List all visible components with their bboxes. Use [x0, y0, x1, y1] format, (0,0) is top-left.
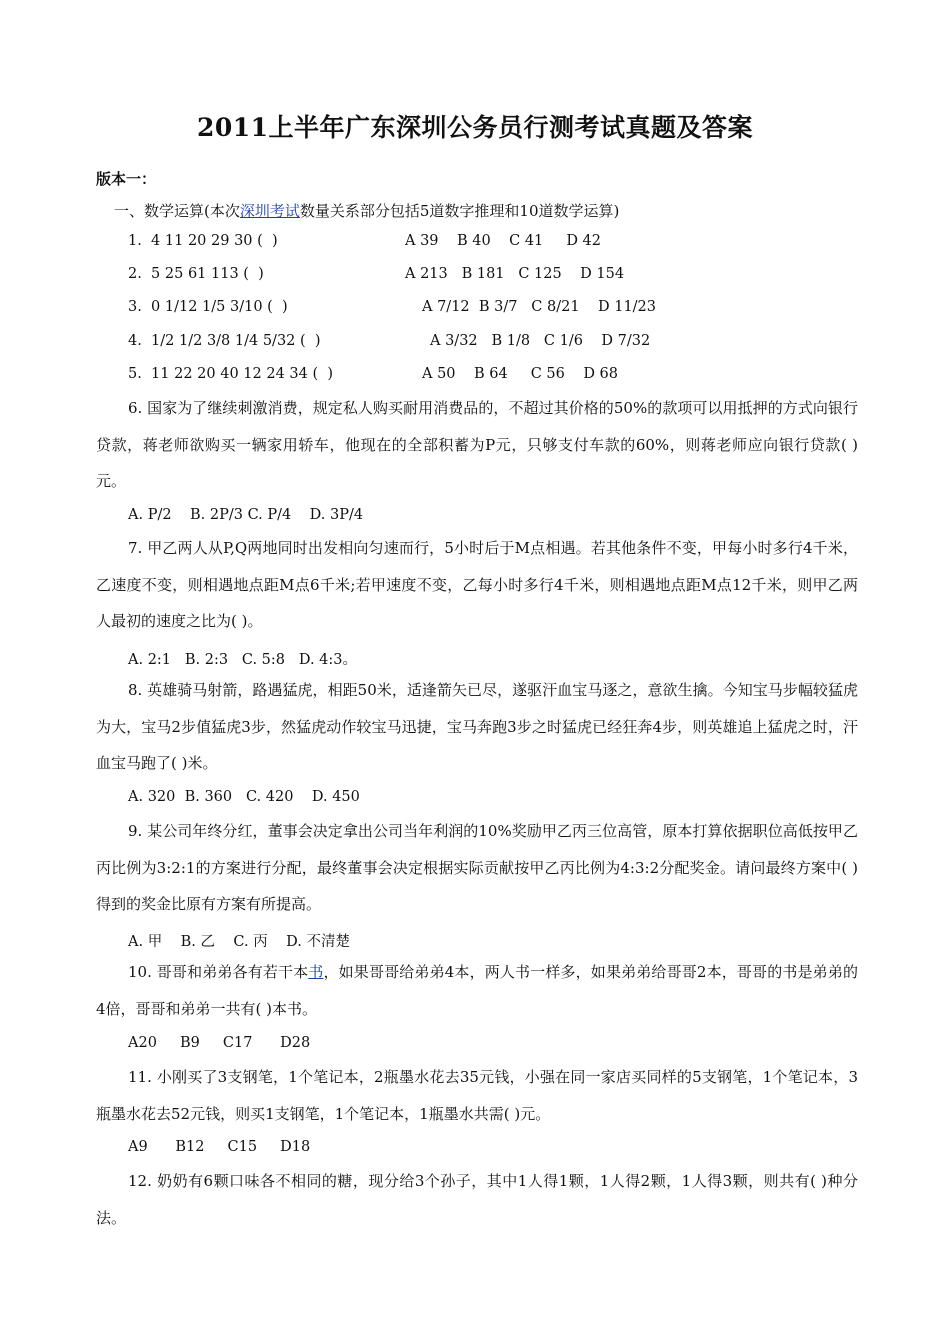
series-question-text: 4. 1/2 1/2 3/8 1/4 5/32 ( ) [128, 333, 321, 349]
series-options: A 3/32 B 1/8 C 1/6 D 7/32 [430, 333, 651, 349]
series-options: A 50 B 64 C 56 D 68 [422, 366, 619, 382]
series-question-text: 3. 0 1/12 1/5 3/10 ( ) [128, 299, 288, 315]
question-9: 9. 某公司年终分红，董事会决定拿出公司当年利润的10%奖励甲乙丙三位高管，原本打算依据职位高低按甲乙丙比例为3:2:1的方案进行分配，最终董事会决定根据实际贡献按甲乙丙比例为4:3:2分配奖金。请问最终方案中( )得到的奖金比原有方案有所提高。 [96, 822, 858, 913]
question-8-options: A. 320 B. 360 C. 420 D. 450 [128, 789, 360, 805]
series-question-4 [128, 333, 651, 349]
question-6: 6. 国家为了继续刺激消费，规定私人购买耐用消费品的，不超过其价格的50%的款项可以用抵押的方式向银行贷款，蒋老师欲购买一辆家用轿车，他现在的全部积蓄为P元，只够支付车款的60%，则蒋老师应向银行贷款( )元。 [96, 399, 858, 490]
series-question-text: 1. 4 11 20 29 30 ( ) [128, 233, 278, 249]
question-7: 7. 甲乙两人从P,Q两地同时出发相向匀速而行，5小时后于M点相遇。若其他条件不变，甲每小时多行4千米，乙速度不变，则相遇地点距M点6千米;若甲速度不变，乙每小时多行4千米，则相遇地点距M点12千米，则甲乙两人最初的速度之比为( )。 [96, 539, 858, 630]
series-question-3 [128, 299, 657, 315]
doc-title: 2011上半年广东深圳公务员行测考试真题及答案 [196, 113, 754, 142]
section-prefix: 一、数学运算(本次 [114, 202, 240, 220]
section-suffix: 数量关系部分包括5道数字推理和10道数学运算) [299, 202, 620, 220]
series-question-2 [128, 266, 625, 282]
series-question-1 [128, 233, 602, 249]
question-8: 8. 英雄骑马射箭，路遇猛虎，相距50米，适逢箭矢已尽，遂驱汗血宝马逐之，意欲生擒。今知宝马步幅较猛虎为大，宝马2步值猛虎3步，然猛虎动作较宝马迅捷，宝马奔跑3步之时猛虎已经狂奔4步，则英雄追上猛虎之时，汗血宝马跑了( )米。 [96, 681, 858, 772]
series-question-text: 2. 5 25 61 113 ( ) [128, 266, 264, 282]
shenzhen-exam-link[interactable]: 深圳考试 [239, 202, 300, 220]
question-10-options: A20 B9 C17 D28 [128, 1035, 311, 1051]
question-10-suffix: ，如果哥哥给弟弟4本，两人书一样多，如果弟弟给哥哥2本，哥哥的书是弟弟的4倍，哥哥和弟弟一共有( )本书。 [96, 963, 858, 1018]
section-heading [114, 200, 619, 221]
question-12: 12. 奶奶有6颗口味各不相同的糖，现分给3个孙子，其中1人得1颗，1人得2颗，1人得3颗，则共有( )种分法。 [96, 1172, 858, 1227]
version-label: 版本一： [96, 170, 157, 188]
question-11: 11. 小刚买了3支钢笔，1个笔记本，2瓶墨水花去35元钱，小强在同一家店买同样的5支钢笔，1个笔记本，3瓶墨水花去52元钱，则买1支钢笔，1个笔记本，1瓶墨水共需( )元。 [96, 1068, 858, 1123]
question-9-options: A. 甲 B. 乙 C. 丙 D. 不清楚 [128, 934, 350, 950]
series-options: A 39 B 40 C 41 D 42 [405, 233, 602, 249]
question-6-options: A. P/2 B. 2P/3 C. P/4 D. 3P/4 [128, 507, 364, 523]
book-link[interactable]: 书 [308, 963, 324, 981]
series-question-5 [128, 366, 619, 382]
question-11-options: A9 B12 C15 D18 [128, 1139, 311, 1155]
question-10-prefix: 10. 哥哥和弟弟各有若干本 [128, 963, 309, 981]
series-question-text: 5. 11 22 20 40 12 24 34 ( ) [128, 366, 334, 382]
series-options: A 213 B 181 C 125 D 154 [405, 266, 625, 282]
question-7-options: A. 2:1 B. 2:3 C. 5:8 D. 4:3。 [128, 652, 358, 668]
series-options: A 7/12 B 3/7 C 8/21 D 11/23 [422, 299, 657, 315]
question-10 [96, 954, 858, 1027]
